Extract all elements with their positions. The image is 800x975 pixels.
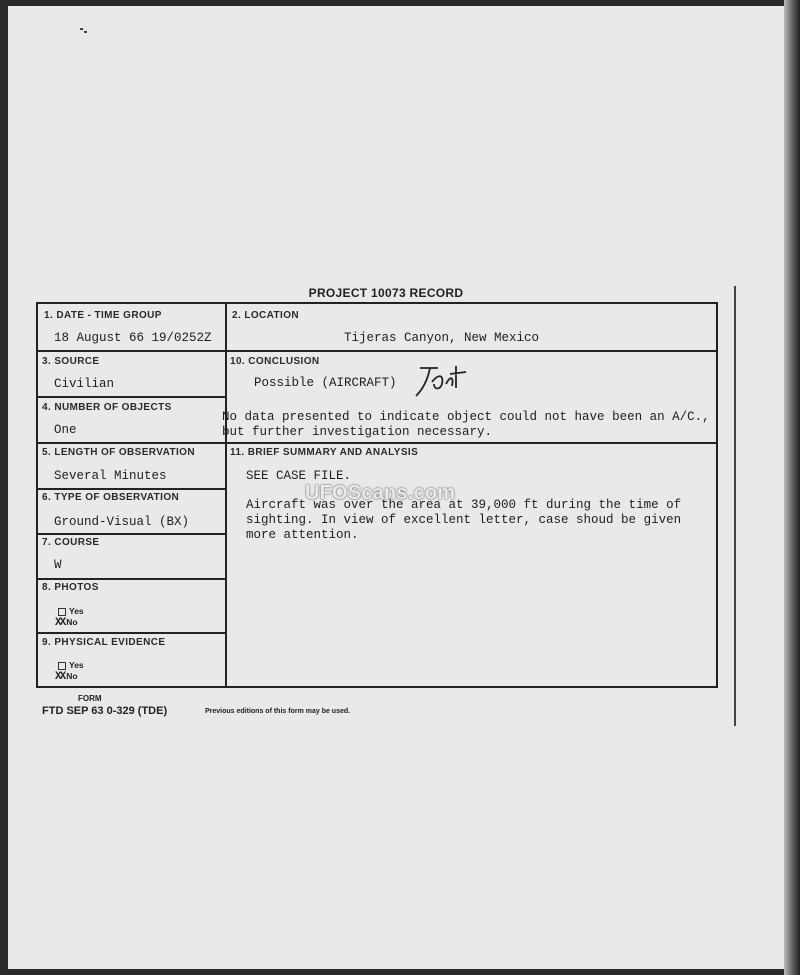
conclusion-note-line2: but further investigation necessary. xyxy=(222,425,493,439)
row-divider xyxy=(38,488,225,490)
footer-note: Previous editions of this form may be used. xyxy=(205,708,351,715)
column-divider xyxy=(225,304,227,686)
row-divider xyxy=(38,578,225,580)
handwritten-initials-icon xyxy=(410,360,472,402)
summary-label: 11. BRIEF SUMMARY AND ANALYSIS xyxy=(230,447,419,458)
row-divider xyxy=(38,396,225,398)
footer-form-id: FTD SEP 63 0-329 (TDE) xyxy=(42,705,168,717)
row-divider xyxy=(38,632,225,634)
location-value: Tijeras Canyon, New Mexico xyxy=(344,331,540,345)
length-of-observation-label: 5. LENGTH OF OBSERVATION xyxy=(42,447,195,458)
page-edge-shadow xyxy=(784,0,800,975)
photos-no-mark: XX xyxy=(55,617,65,629)
type-of-observation-value: Ground-Visual (BX) xyxy=(54,515,190,529)
location-label: 2. LOCATION xyxy=(232,310,299,321)
scan-speck xyxy=(84,31,87,33)
date-time-label: 1. DATE - TIME GROUP xyxy=(44,310,162,321)
type-of-observation-label: 6. TYPE OF OBSERVATION xyxy=(42,492,180,503)
photos-no-option[interactable]: XX No xyxy=(55,617,78,629)
number-of-objects-value: One xyxy=(54,423,77,437)
summary-line1: SEE CASE FILE. xyxy=(246,469,352,483)
length-of-observation-value: Several Minutes xyxy=(54,469,167,483)
physical-evidence-label: 9. PHYSICAL EVIDENCE xyxy=(42,637,166,648)
physical-evidence-no-mark: XX xyxy=(55,671,65,683)
watermark: UFOScans.com xyxy=(305,482,456,504)
checkbox-empty-icon xyxy=(58,608,66,616)
row-divider xyxy=(38,350,718,352)
summary-line4: more attention. xyxy=(246,528,359,542)
conclusion-value: Possible (AIRCRAFT) xyxy=(254,376,397,390)
form-title: PROJECT 10073 RECORD xyxy=(308,286,464,300)
source-value: Civilian xyxy=(54,377,115,391)
photos-yes-option[interactable]: Yes xyxy=(58,606,84,616)
course-value: W xyxy=(54,558,62,572)
physical-evidence-yes-option[interactable]: Yes xyxy=(58,660,84,670)
scan-speck xyxy=(80,28,83,30)
summary-line3: sighting. In view of excellent letter, case shoud be given xyxy=(246,513,682,527)
number-of-objects-label: 4. NUMBER OF OBJECTS xyxy=(42,402,172,413)
source-label: 3. SOURCE xyxy=(42,356,100,367)
checkbox-empty-icon xyxy=(58,662,66,670)
course-label: 7. COURSE xyxy=(42,537,100,548)
footer-form-word: FORM xyxy=(78,694,102,703)
row-divider xyxy=(38,442,718,444)
summary-line2: Aircraft was over the area at 39,000 ft during the time of xyxy=(246,498,682,512)
photos-label: 8. PHOTOS xyxy=(42,582,99,593)
conclusion-note-line1: No data presented to indicate object could not have been an A/C., xyxy=(222,410,710,424)
conclusion-label: 10. CONCLUSION xyxy=(230,356,320,367)
row-divider xyxy=(38,533,225,535)
date-time-value: 18 August 66 19/0252Z xyxy=(54,331,212,345)
binding-line xyxy=(734,286,736,726)
physical-evidence-no-option[interactable]: XX No xyxy=(55,671,78,683)
